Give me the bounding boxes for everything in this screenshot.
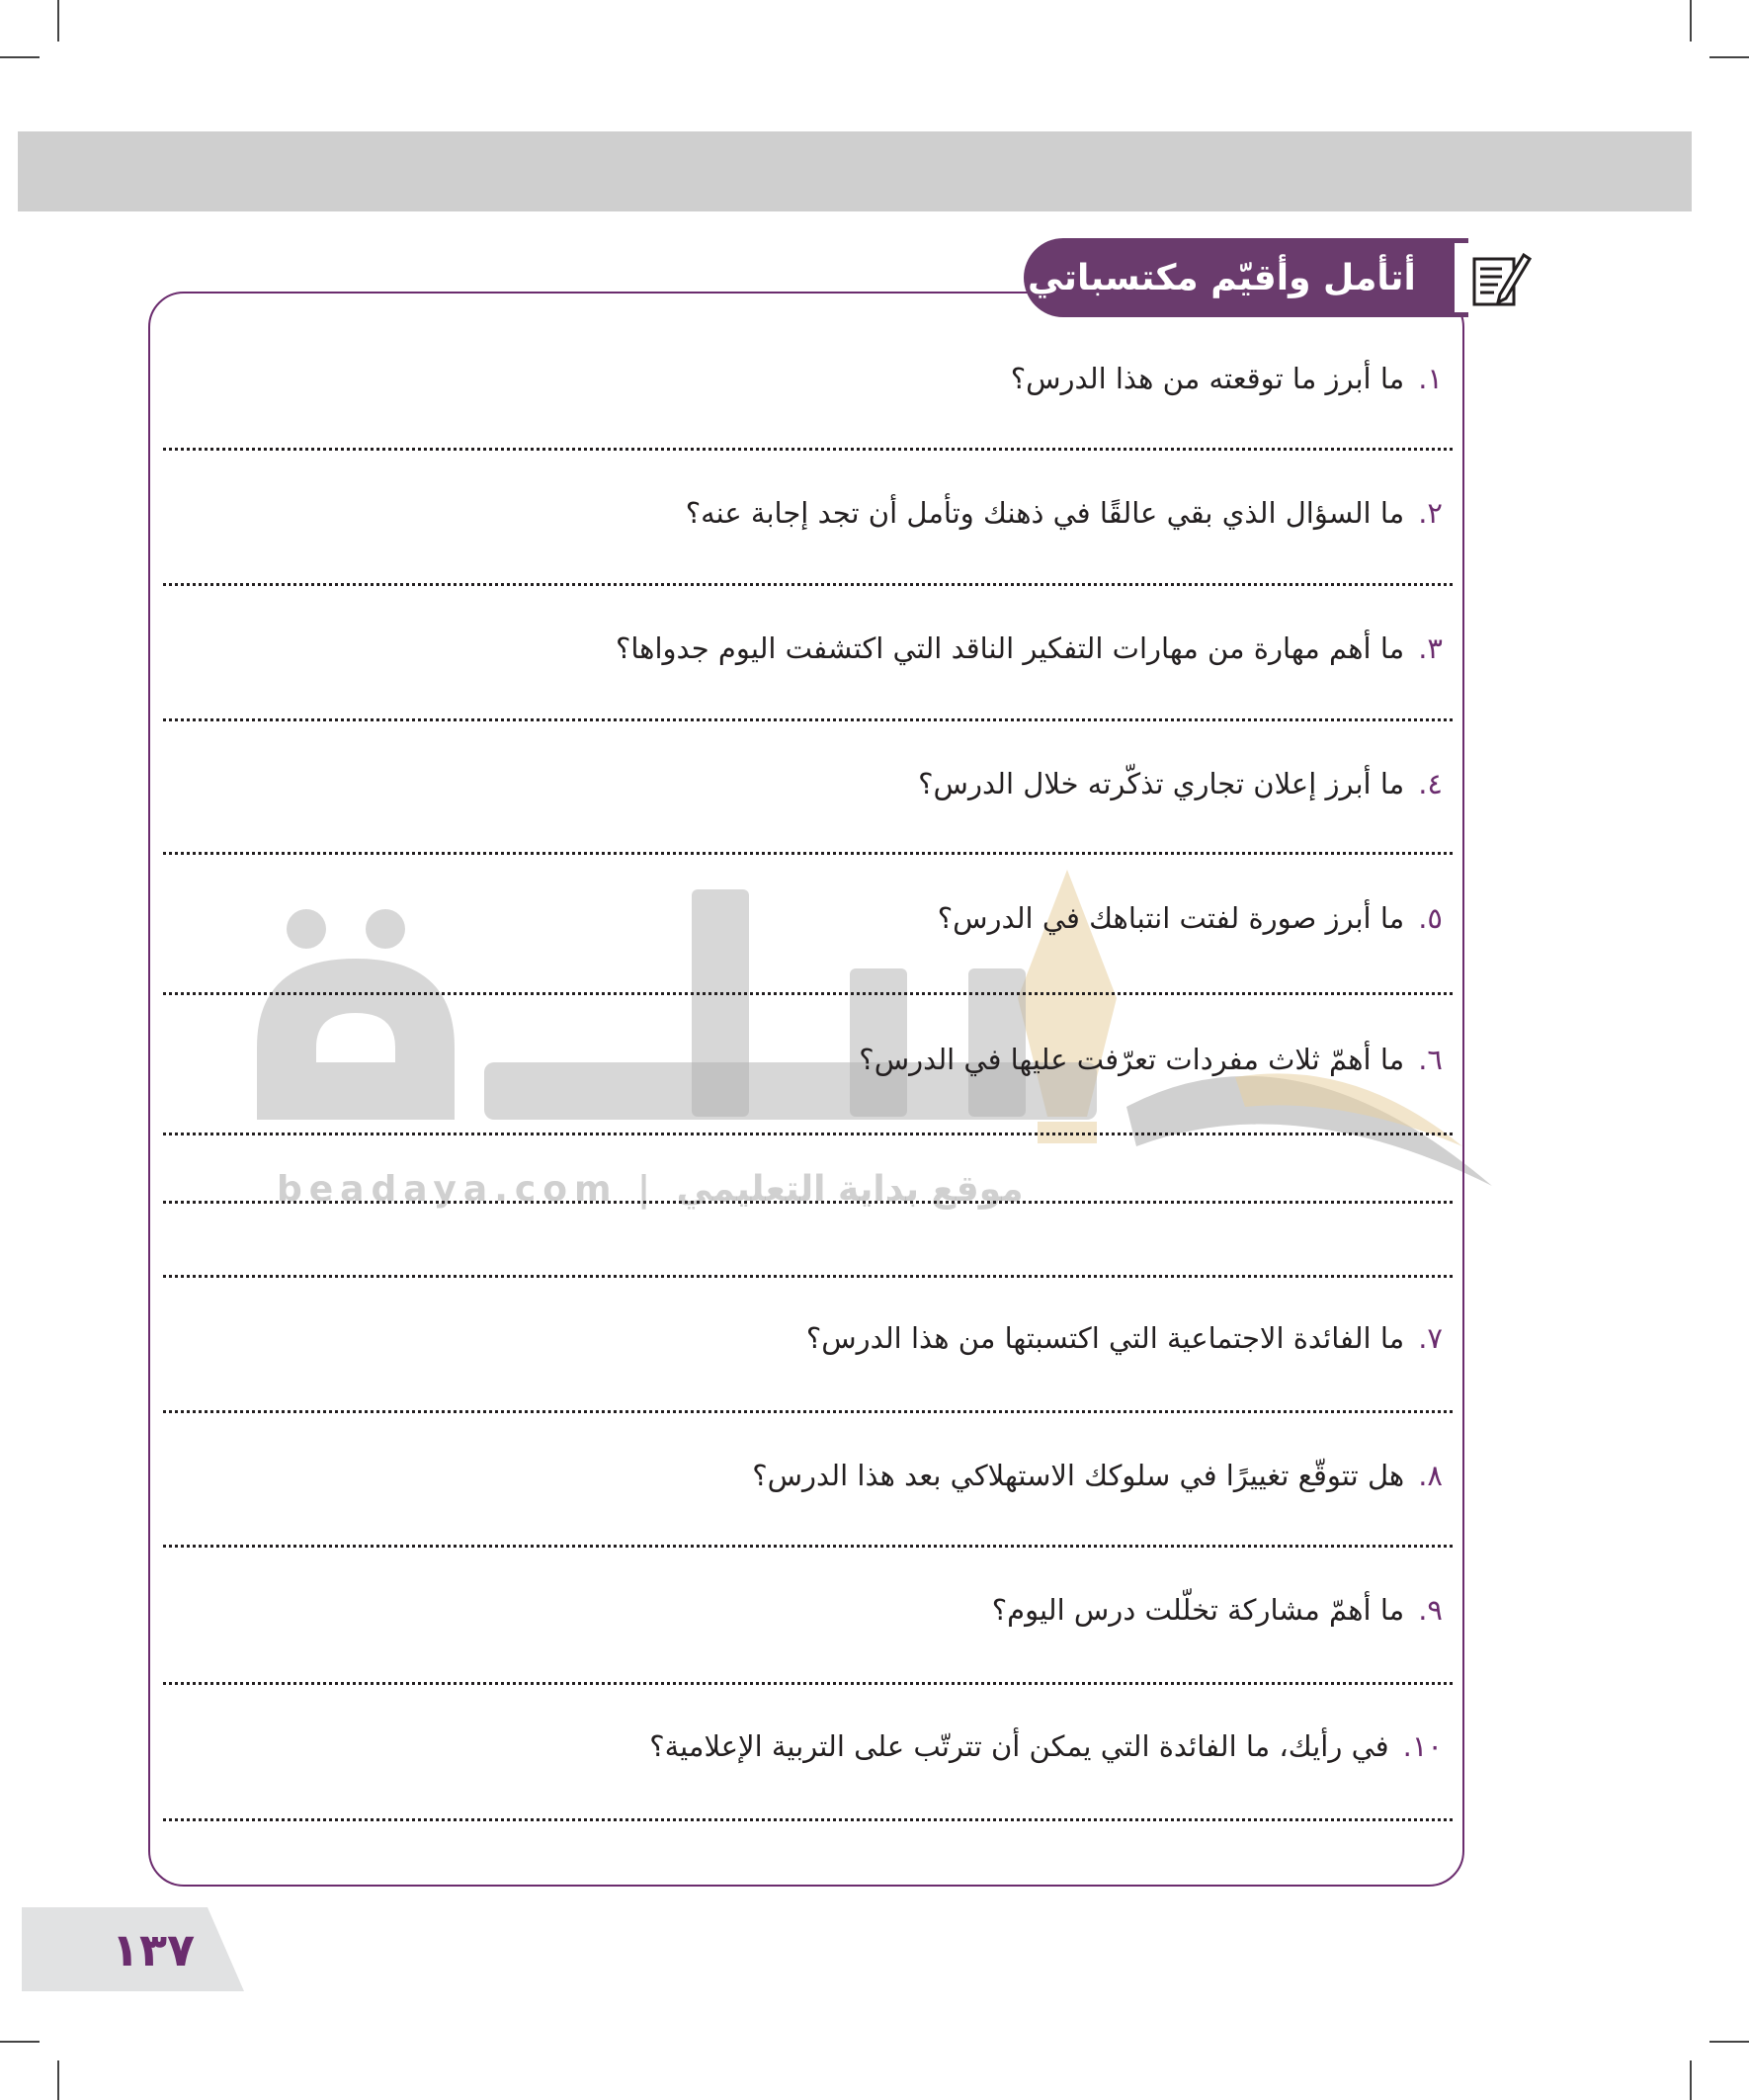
- question-6: [395, 1035, 1443, 1084]
- question-number: ٢.: [1418, 496, 1443, 530]
- section-title: أتأمل وأقيّم مكتسباتي: [1028, 257, 1416, 298]
- question-number: ١.: [1418, 362, 1443, 395]
- question-8: [395, 1451, 1443, 1500]
- question-1: [395, 354, 1443, 403]
- question-text: ما أهمّ ثلاث مفردات تعرّفت عليها في الدرس؟: [859, 1043, 1405, 1076]
- answer-line[interactable]: [163, 1545, 1453, 1548]
- question-number: ٨.: [1418, 1459, 1443, 1492]
- crop-mark: [57, 2060, 59, 2100]
- question-number: ٩.: [1418, 1593, 1443, 1627]
- crop-mark: [0, 56, 40, 58]
- question-number: ٤.: [1418, 767, 1443, 800]
- question-text: ما أهم مهارة من مهارات التفكير الناقد التي اكتشفت اليوم جدواها؟: [615, 631, 1405, 665]
- question-number: ٧.: [1418, 1321, 1443, 1355]
- question-text: ما أهمّ مشاركة تخلّلت درس اليوم؟: [991, 1593, 1405, 1627]
- crop-mark: [1690, 2060, 1692, 2100]
- answer-line[interactable]: [163, 1133, 1453, 1135]
- crop-mark: [1690, 0, 1692, 42]
- question-text: هل تتوقّع تغييرًا في سلوكك الاستهلاكي بعد هذا الدرس؟: [752, 1459, 1405, 1492]
- answer-line[interactable]: [163, 1410, 1453, 1413]
- answer-line[interactable]: [163, 718, 1453, 721]
- question-text: في رأيك، ما الفائدة التي يمكن أن تترتّب على التربية الإعلامية؟: [649, 1729, 1389, 1763]
- question-3: [395, 624, 1443, 673]
- question-10: [395, 1722, 1443, 1771]
- answer-line[interactable]: [163, 1201, 1453, 1204]
- crop-mark: [1709, 56, 1749, 58]
- question-text: ما أبرز إعلان تجاري تذكّرته خلال الدرس؟: [918, 767, 1405, 800]
- question-text: ما السؤال الذي بقي عالقًا في ذهنك وتأمل أن تجد إجابة عنه؟: [685, 496, 1405, 530]
- answer-line[interactable]: [163, 992, 1453, 995]
- question-text: ما أبرز صورة لفتت انتباهك في الدرس؟: [937, 901, 1405, 935]
- question-2: [395, 488, 1443, 538]
- question-number: ٥.: [1418, 901, 1443, 935]
- question-4: [395, 759, 1443, 808]
- top-band: [18, 131, 1692, 211]
- crop-mark: [57, 0, 59, 42]
- answer-line[interactable]: [163, 852, 1453, 855]
- question-text: ما أبرز ما توقعته من هذا الدرس؟: [1010, 362, 1405, 395]
- answer-line[interactable]: [163, 448, 1453, 451]
- crop-mark: [0, 2041, 40, 2043]
- watermark-tagline: beadaya.com | موقع بداية التعليمي: [277, 1169, 1024, 1210]
- notepad-pencil-icon: [1460, 247, 1532, 308]
- answer-line[interactable]: [163, 1275, 1453, 1278]
- question-5: [395, 893, 1443, 943]
- question-number: ١٠.: [1402, 1729, 1443, 1763]
- answer-line[interactable]: [163, 583, 1453, 586]
- question-text: ما الفائدة الاجتماعية التي اكتسبتها من هذا الدرس؟: [805, 1321, 1405, 1355]
- answer-line[interactable]: [163, 1818, 1453, 1821]
- question-9: [395, 1585, 1443, 1635]
- crop-mark: [1709, 2041, 1749, 2043]
- question-number: ٣.: [1418, 631, 1443, 665]
- page-number: ١٣٧: [111, 1922, 196, 1976]
- question-7: [395, 1313, 1443, 1363]
- answer-line[interactable]: [163, 1682, 1453, 1685]
- question-number: ٦.: [1418, 1043, 1443, 1076]
